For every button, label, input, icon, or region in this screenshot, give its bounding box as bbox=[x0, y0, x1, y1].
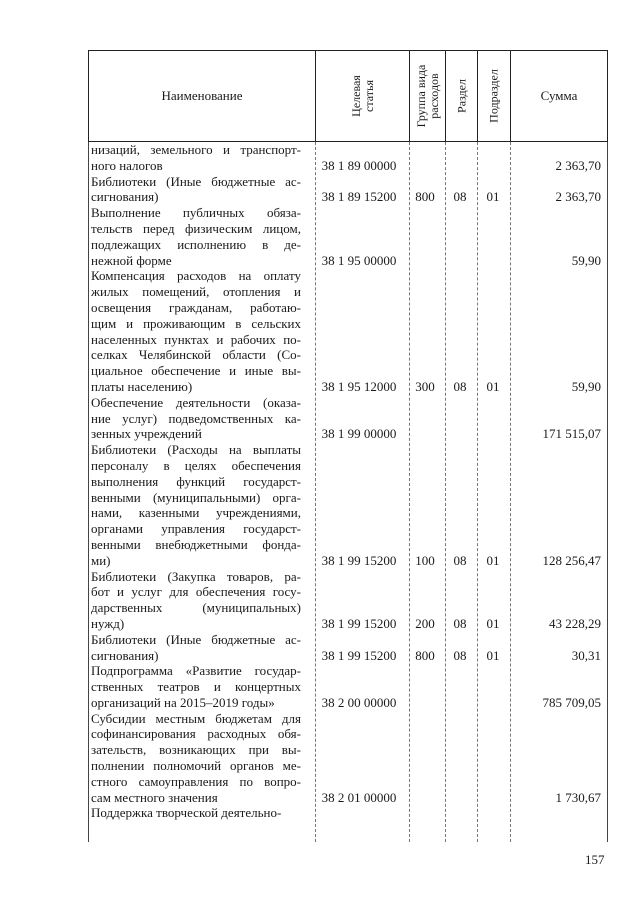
row-sum: 43 228,29 bbox=[549, 615, 601, 631]
header-group-line2: расходов bbox=[426, 73, 441, 119]
row-sum: 2 363,70 bbox=[555, 189, 601, 205]
row-name-line: Библиотеки (Иные бюджетные ас- bbox=[91, 631, 301, 647]
row-name-line: организаций на 2015–2019 годы» bbox=[91, 694, 275, 710]
table-row bbox=[88, 442, 608, 568]
row-name-line: тельств перед физическим лицом, bbox=[91, 220, 301, 236]
row-name-line: сигнования) bbox=[91, 189, 159, 205]
row-name-line: Обеспечение деятельности (оказа- bbox=[91, 394, 301, 410]
row-name-line: Подпрограмма «Развитие государ- bbox=[91, 663, 301, 679]
table-row bbox=[88, 663, 608, 710]
row-name-line: Компенсация расходов на оплату bbox=[91, 268, 301, 284]
row-subsection: 01 bbox=[486, 189, 500, 205]
header-group-line1: Группа вида bbox=[413, 64, 428, 128]
row-name-line: органами управления государст- bbox=[91, 521, 301, 537]
row-name-line: нужд) bbox=[91, 615, 125, 631]
row-values bbox=[88, 253, 608, 269]
row-target-code: 38 2 01 00000 bbox=[321, 789, 397, 805]
row-name-line: ственных театров и концертных bbox=[91, 679, 301, 695]
row-target-code: 38 1 95 12000 bbox=[321, 378, 397, 394]
row-name-line: селках Челябинской области (Со- bbox=[91, 347, 301, 363]
row-sum: 30,31 bbox=[571, 647, 601, 663]
row-section: 08 bbox=[453, 378, 467, 394]
table-body bbox=[88, 142, 608, 842]
row-sum: 171 515,07 bbox=[542, 426, 601, 442]
row-name-line: Библиотеки (Иные бюджетные ас- bbox=[91, 173, 301, 189]
row-sum: 1 730,67 bbox=[555, 789, 601, 805]
row-subsection: 01 bbox=[486, 552, 500, 568]
budget-table bbox=[88, 50, 608, 842]
row-expense-group: 300 bbox=[415, 378, 435, 394]
row-target-code: 38 1 99 15200 bbox=[321, 615, 397, 631]
row-section: 08 bbox=[453, 189, 467, 205]
header-section: Раздел bbox=[454, 79, 468, 113]
row-name-line: Выполнение публичных обяза- bbox=[91, 205, 301, 221]
row-values bbox=[88, 695, 608, 711]
header-sum: Сумма bbox=[540, 88, 578, 103]
row-name-line: зательств, возникающих при вы- bbox=[91, 742, 301, 758]
row-name-line: жилых помещений, отопления и bbox=[91, 284, 301, 300]
row-name-line: ми) bbox=[91, 552, 111, 568]
row-name-line: зенных учреждений bbox=[91, 426, 202, 442]
table-row bbox=[88, 205, 608, 268]
header-name: Наименование bbox=[161, 88, 243, 103]
row-expense-group: 800 bbox=[415, 189, 435, 205]
row-expense-group: 100 bbox=[415, 552, 435, 568]
row-expense-group: 800 bbox=[415, 647, 435, 663]
row-name-line: платы населению) bbox=[91, 378, 193, 394]
header-group bbox=[415, 65, 441, 128]
row-sum: 2 363,70 bbox=[555, 157, 601, 173]
row-values bbox=[88, 616, 608, 632]
row-sum: 785 709,05 bbox=[542, 694, 601, 710]
row-target-code: 38 1 89 00000 bbox=[321, 157, 397, 173]
row-target-code: 38 1 99 15200 bbox=[321, 552, 397, 568]
row-name-line: венными (муниципальными) орга- bbox=[91, 489, 301, 505]
header-target-line2: статья bbox=[361, 80, 376, 112]
row-name-line: Библиотеки (Закупка товаров, ра- bbox=[91, 568, 301, 584]
row-expense-group: 200 bbox=[415, 615, 435, 631]
row-name-line: щим и проживающим в сельских bbox=[91, 315, 301, 331]
row-name-line: нами, казенными учреждениями, bbox=[91, 505, 301, 521]
row-section: 08 bbox=[453, 615, 467, 631]
table-row bbox=[88, 268, 608, 394]
header-sum-cell bbox=[510, 51, 608, 141]
row-name-line: низаций, земельного и транспорт- bbox=[91, 142, 301, 157]
row-name-line: дарственных (муниципальных) bbox=[91, 600, 301, 616]
table-row bbox=[88, 395, 608, 442]
header-name-cell bbox=[88, 51, 315, 141]
row-name-line: ного налогов bbox=[91, 157, 163, 173]
table-row bbox=[88, 569, 608, 632]
table-rows bbox=[88, 142, 608, 821]
table-row bbox=[88, 632, 608, 664]
row-name-line: Субсидии местным бюджетам для bbox=[91, 710, 301, 726]
row-subsection: 01 bbox=[486, 378, 500, 394]
row-name-line: стного самоуправления по вопро- bbox=[91, 773, 301, 789]
row-section: 08 bbox=[453, 647, 467, 663]
row-name-line: Поддержка творческой деятельно- bbox=[91, 805, 282, 821]
row-name-line: персоналу в целях обеспечения bbox=[91, 457, 301, 473]
table-row bbox=[88, 711, 608, 806]
header-target-cell bbox=[315, 51, 409, 141]
row-name-line: бот и услуг для обеспечения госу- bbox=[91, 584, 301, 600]
row-name-line: освещения гражданам, работаю- bbox=[91, 299, 301, 315]
row-name-line: населенных пунктах и рабочих по- bbox=[91, 331, 301, 347]
row-name-line: полнении полномочий органов ме- bbox=[91, 758, 301, 774]
row-subsection: 01 bbox=[486, 647, 500, 663]
header-subsection-cell bbox=[477, 51, 510, 141]
row-values bbox=[88, 379, 608, 395]
row-values bbox=[88, 648, 608, 664]
header-subsection: Подраздел bbox=[486, 69, 501, 123]
row-name-line: подлежащих исполнению в де- bbox=[91, 236, 301, 252]
row-target-code: 38 1 89 15200 bbox=[321, 189, 397, 205]
row-values bbox=[88, 158, 608, 174]
row-values bbox=[88, 805, 608, 821]
row-target-code: 38 1 99 15200 bbox=[321, 647, 397, 663]
row-target-code: 38 1 99 00000 bbox=[321, 426, 397, 442]
row-values bbox=[88, 426, 608, 442]
row-values bbox=[88, 189, 608, 205]
table-row bbox=[88, 805, 608, 821]
row-name-line: софинансирования расходных обя- bbox=[91, 726, 301, 742]
row-name-line: циальное обеспечение и иные вы- bbox=[91, 363, 301, 379]
row-sum: 59,90 bbox=[571, 378, 601, 394]
row-name-line: выполнения функций государст- bbox=[91, 473, 301, 489]
header-target-line1: Целевая bbox=[348, 75, 363, 117]
header-group-cell bbox=[409, 51, 445, 141]
row-sum: 128 256,47 bbox=[542, 552, 601, 568]
row-name-line: нежной форме bbox=[91, 252, 172, 268]
row-target-code: 38 1 95 00000 bbox=[321, 252, 397, 268]
row-subsection: 01 bbox=[486, 615, 500, 631]
table-row bbox=[88, 174, 608, 206]
row-name-line: сигнования) bbox=[91, 647, 159, 663]
row-name-line: венными внебюджетными фонда- bbox=[91, 536, 301, 552]
row-name-line: сам местного значения bbox=[91, 789, 218, 805]
row-values bbox=[88, 790, 608, 806]
row-sum: 59,90 bbox=[571, 252, 601, 268]
table-header bbox=[88, 50, 608, 142]
row-name-line: Библиотеки (Расходы на выплаты bbox=[91, 442, 301, 458]
header-section-cell bbox=[445, 51, 477, 141]
row-name-line: ние услуг) подведомственных ка- bbox=[91, 410, 301, 426]
row-values bbox=[88, 553, 608, 569]
header-target bbox=[350, 75, 376, 117]
row-name bbox=[88, 268, 301, 394]
page-number: 157 bbox=[585, 852, 605, 867]
row-name bbox=[88, 442, 301, 568]
row-target-code: 38 2 00 00000 bbox=[321, 694, 397, 710]
row-section: 08 bbox=[453, 552, 467, 568]
table-row bbox=[88, 142, 608, 174]
